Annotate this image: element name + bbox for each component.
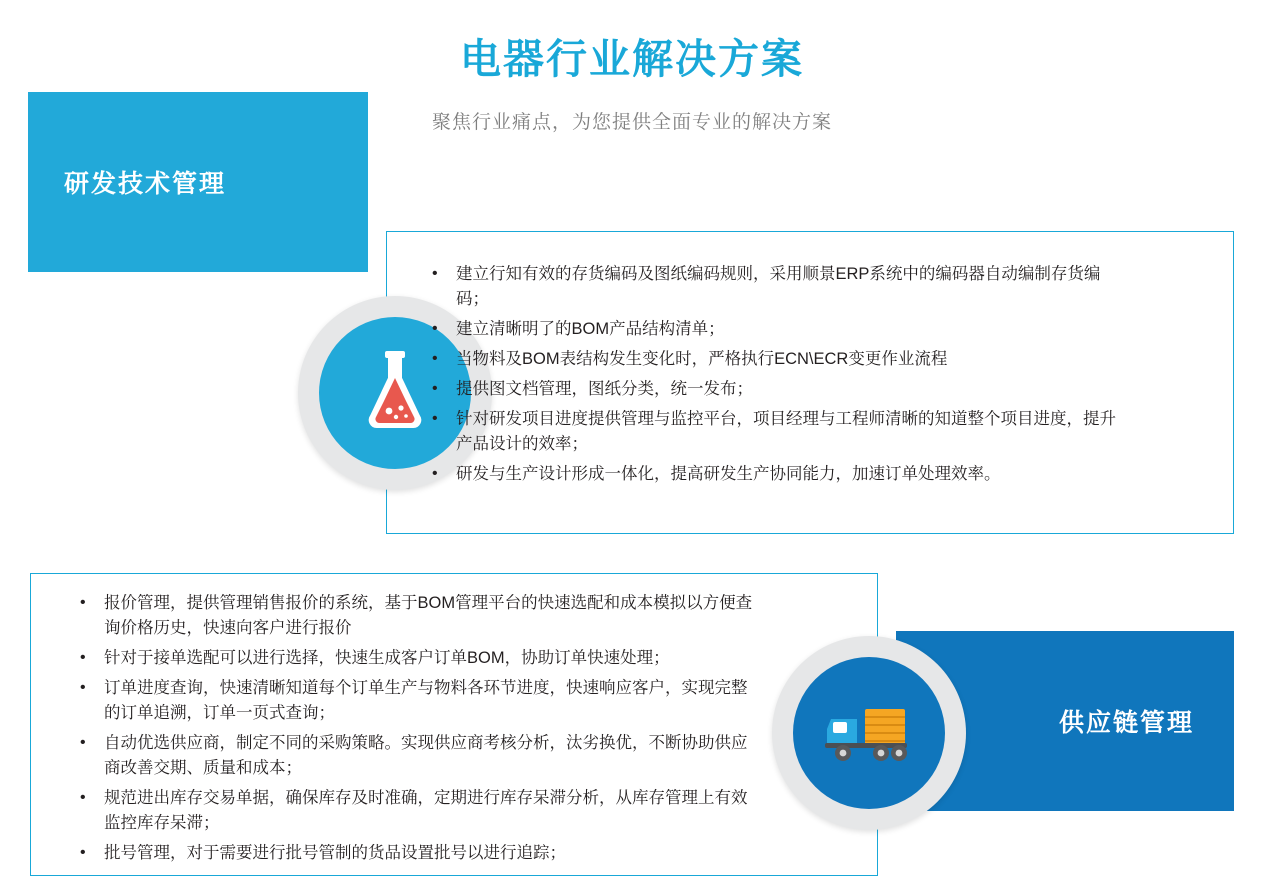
bullets-supplychain bbox=[72, 591, 762, 871]
truck-icon bbox=[821, 695, 917, 772]
label-rnd bbox=[28, 92, 368, 272]
list-item: • 批号管理，对于需要进行批号管制的货品设置批号以进行追踪； bbox=[72, 841, 762, 866]
icon-badge-supplychain-inner bbox=[793, 657, 945, 809]
list-item: • 针对研发项目进度提供管理与监控平台，项目经理与工程师清晰的知道整个项目进度，提升产品设计的效率； bbox=[424, 407, 1124, 457]
list-item: • 建立行知有效的存货编码及图纸编码规则，采用顺景ERP系统中的编码器自动编制存货编码； bbox=[424, 262, 1124, 312]
label-supplychain-text: 供应链管理 bbox=[1058, 709, 1194, 737]
icon-badge-supplychain bbox=[772, 636, 966, 830]
list-item: • 订单进度查询，快速清晰知道每个订单生产与物料各环节进度，快速响应客户，实现完整的订单追溯，订单一页式查询； bbox=[72, 676, 762, 726]
list-item: • 提供图文档管理，图纸分类，统一发布； bbox=[424, 377, 1124, 402]
page-subtitle: 聚焦行业痛点，为您提供全面专业的解决方案 bbox=[431, 112, 832, 133]
list-item: • 当物料及BOM表结构发生变化时，严格执行ECN\ECR变更作业流程 bbox=[424, 347, 1124, 372]
bullets-rnd bbox=[424, 262, 1124, 492]
list-item: • 报价管理，提供管理销售报价的系统，基于BOM管理平台的快速选配和成本模拟以方便查询价格历史，快速向客户进行报价 bbox=[72, 591, 762, 641]
list-item: • 自动优选供应商，制定不同的采购策略。实现供应商考核分析，汰劣换优，不断协助供应商改善交期、质量和成本； bbox=[72, 731, 762, 781]
list-item: • 研发与生产设计形成一体化，提高研发生产协同能力，加速订单处理效率。 bbox=[424, 462, 1124, 487]
list-item: • 规范进出库存交易单据，确保库存及时准确，定期进行库存呆滞分析，从库存管理上有效监控库存呆滞； bbox=[72, 786, 762, 836]
page-title: 电器行业解决方案 bbox=[460, 36, 804, 82]
list-item: • 建立清晰明了的BOM产品结构清单； bbox=[424, 317, 1124, 342]
label-rnd-text: 研发技术管理 bbox=[64, 170, 227, 198]
list-item: • 针对于接单选配可以进行选择，快速生成客户订单BOM，协助订单快速处理； bbox=[72, 646, 762, 671]
